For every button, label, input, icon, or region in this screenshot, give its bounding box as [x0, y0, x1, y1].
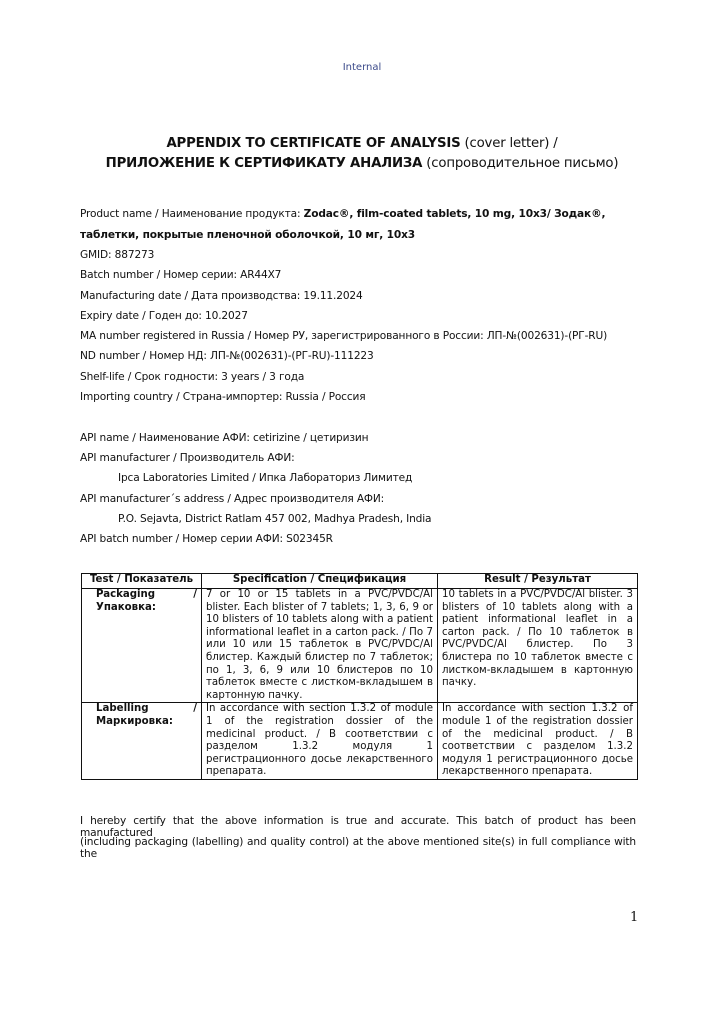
result-cell-labelling: In accordance with section 1.3.2 of module 1 of the registration dossier of the medicinal product. / В соответствии с разделом 1.3.2 модуля 1 регистрационного досье лекарственного препарата.	[438, 703, 638, 780]
title-ru-bold: ПРИЛОЖЕНИЕ К СЕРТИФИКАТУ АНАЛИЗА	[105, 156, 423, 171]
table-row-labelling	[82, 703, 638, 780]
spec-cell-packaging: 7 or 10 or 15 tablets in a PVC/PVDC/Al blister. Each blister of 7 tablets; 1, 3, 6, 9 or 10 blisters of 10 tablets along with a patient informational leaflet in a carton pack. / По 7 или 10 или 15 таблеток в PVC/PVDC/Al блистер. Каждый блистер по 7 таблеток; по 1, 3, 6, 9 или 10 блистеров по 10 таблеток вместе с листком-вкладышем в картонную пачку.	[202, 589, 438, 703]
specification-table	[81, 573, 638, 780]
test-slash: /	[193, 589, 197, 600]
importing-country: Importing country / Страна-импортер: Russia / Россия	[80, 391, 366, 403]
classification-label: Internal	[342, 62, 382, 73]
table-row-packaging	[82, 589, 638, 703]
api-address-label: API manufacturer´s address / Адрес производителя АФИ:	[80, 493, 385, 505]
api-batch-number: API batch number / Номер серии АФИ: S02345R	[80, 533, 333, 545]
test-cell-labelling	[82, 703, 202, 780]
gmid: GMID: 887273	[80, 249, 155, 261]
certification-line-2: (including packaging (labelling) and quality control) at the above mentioned site(s) in full compliance with the	[80, 836, 636, 860]
certification-line-1: I hereby certify that the above information is true and accurate. This batch of product has been manufactured	[80, 815, 636, 839]
test-en-labelling: Labelling	[96, 703, 149, 715]
product-name-value: Zodac®, film-coated tablets, 10 mg, 10x3/ Зодак®,	[303, 208, 606, 220]
manufacturing-date: Manufacturing date / Дата производства: 19.11.2024	[80, 290, 363, 302]
title-line-english	[60, 134, 664, 154]
nd-number: ND number / Номер НД: ЛП-№(002631)-(РГ-RU)-111223	[80, 350, 374, 362]
test-slash: /	[193, 703, 197, 715]
header-test: Test / Показатель	[82, 574, 202, 589]
batch-number: Batch number / Номер серии: AR44X7	[80, 269, 282, 281]
shelf-life: Shelf-life / Срок годности: 3 years / 3 года	[80, 371, 305, 383]
test-ru-labelling: Маркировка:	[96, 715, 173, 727]
api-address-value: P.O. Sejavta, District Ratlam 457 002, Madhya Pradesh, India	[118, 513, 432, 525]
api-manufacturer-value: Ipca Laboratories Limited / Ипка Лабораториз Лимитед	[118, 472, 413, 484]
test-cell-packaging	[82, 589, 202, 703]
title-en-bold: APPENDIX TO CERTIFICATE OF ANALYSIS	[166, 136, 461, 151]
test-ru-packaging: Упаковка:	[96, 601, 156, 613]
page-number: 1	[630, 910, 639, 925]
title-line-russian	[60, 154, 664, 174]
header-specification: Specification / Спецификация	[202, 574, 438, 589]
api-name: API name / Наименование АФИ: cetirizine / цетиризин	[80, 432, 369, 444]
title-ru-rest: (сопроводительное письмо)	[422, 156, 619, 171]
expiry-date: Expiry date / Годен до: 10.2027	[80, 310, 248, 322]
table-header-row	[82, 574, 638, 589]
product-name-label: Product name / Наименование продукта:	[80, 208, 304, 220]
spec-cell-labelling: In accordance with section 1.3.2 of module 1 of the registration dossier of the medicinal product. / В соответствии с разделом 1.3.2 модуля 1 регистрационного досье лекарственного препарата.	[202, 703, 438, 780]
document-title	[60, 134, 664, 174]
result-cell-packaging: 10 tablets in a PVC/PVDC/Al blister. 3 blisters of 10 tablets along with a patient informational leaflet in a carton pack. / По 10 таблеток в PVC/PVDC/Al блистер. По 3 блистера по 10 таблеток вместе с листком-вкладышем в картонную пачку.	[438, 589, 638, 703]
product-name-value-ru: таблетки, покрытые пленочной оболочкой, 10 мг, 10x3	[80, 229, 415, 241]
header-result: Result / Результат	[438, 574, 638, 589]
product-name-line	[80, 208, 605, 220]
title-en-rest: (cover letter) /	[460, 136, 558, 151]
test-en-packaging: Packaging	[96, 589, 156, 600]
ma-number: MA number registered in Russia / Номер РУ, зарегистрированного в России: ЛП-№(002631)-(РГ-RU)	[80, 330, 608, 342]
api-manufacturer-label: API manufacturer / Производитель АФИ:	[80, 452, 295, 464]
product-name-line-2	[80, 229, 415, 241]
